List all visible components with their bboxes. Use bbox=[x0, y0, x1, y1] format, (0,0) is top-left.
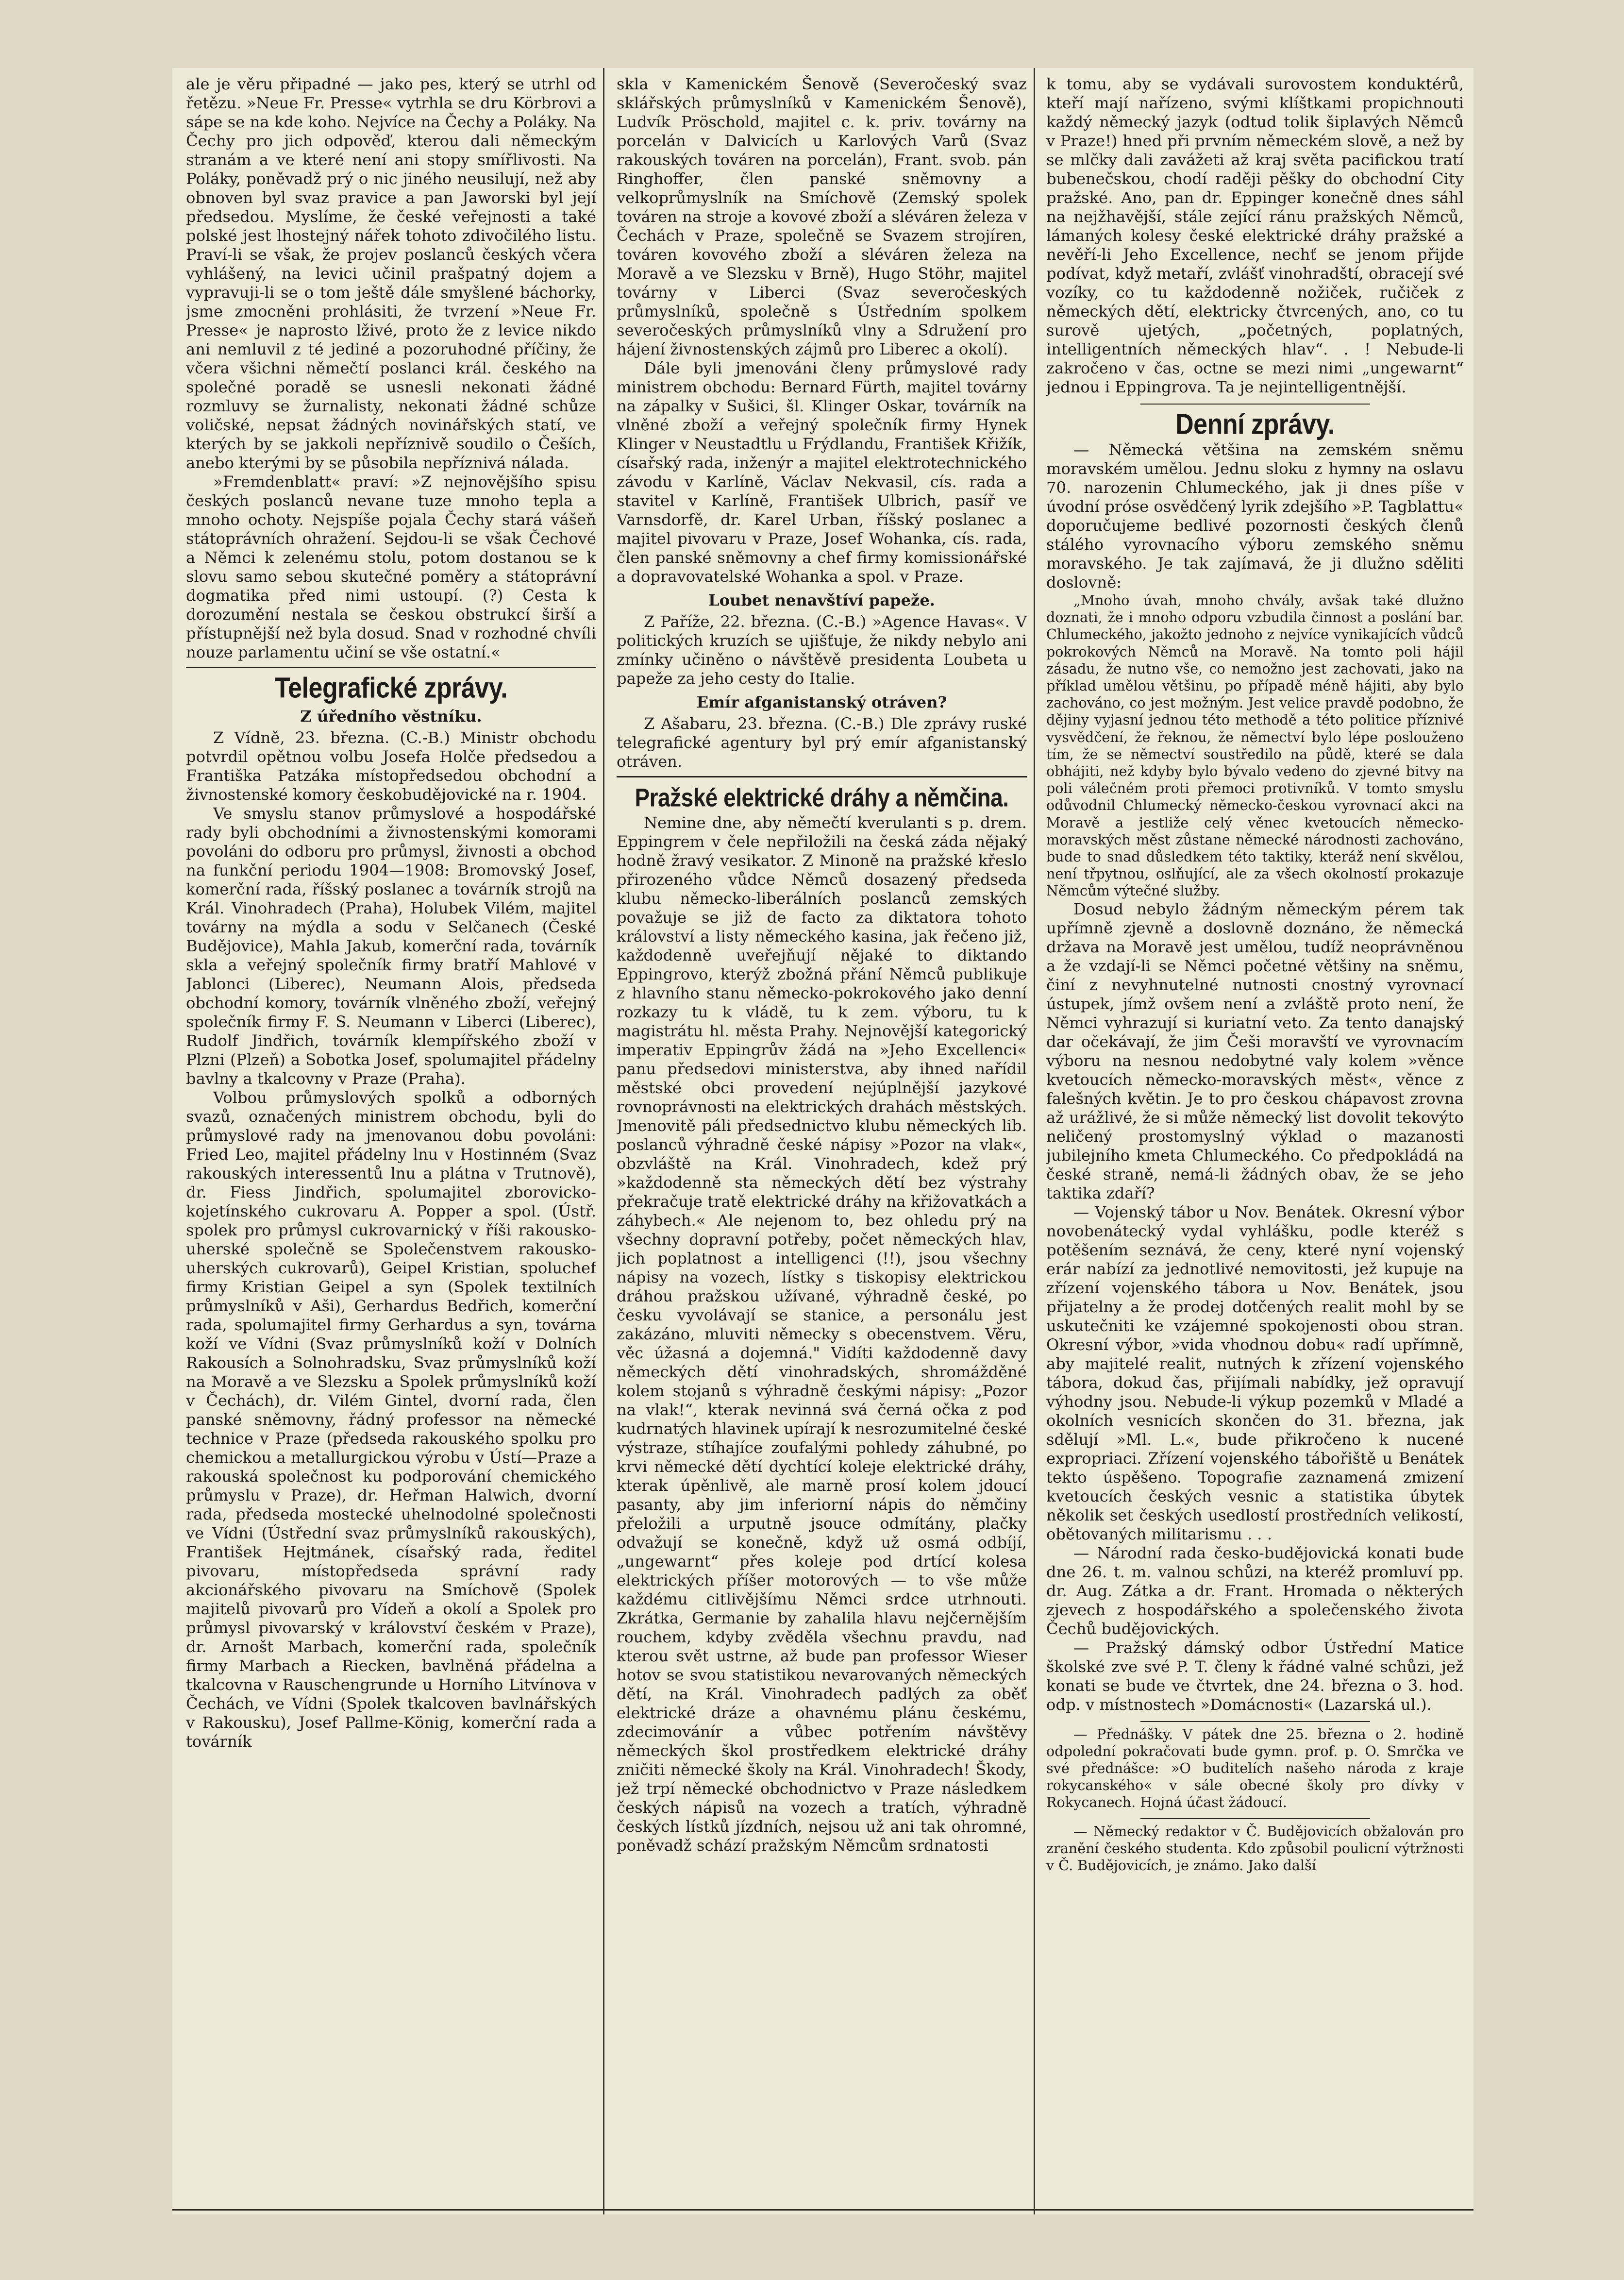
column-3 bbox=[1046, 75, 1464, 2205]
daily-news-heading: Denní zprávy. bbox=[1175, 408, 1335, 441]
industrial-council-report: Ve smyslu stanov průmyslové a hospodářské rady byli obchodními a živnostenskými komorami povoláni do odboru pro průmysl, živnosti a obchod na funkční periodu 1904—1908: Bromovský Josef, komerční rada, říšský poslanec a továrník strojů na Král. Vinohradech (Praha), Holubek Vilém, majitel továrny na mýdla a sodu v Selčanech (České Budějovice), Mahla Jakub, komerční rada, továrník skla a veřejný společník firmy bratří Mahlové v Jablonci (Liberec), Neumann Alois, předseda obchodní komory, továrník vlněného zboží, veřejný společník firmy F. S. Neumann v Liberci (Liberec), Rudolf Jindřich, továrník klempířského zboží v Plzni (Plzeň) a Sobotka Josef, spolumajitel přádelny bavlny a tkalcovny v Praze (Praha). bbox=[186, 804, 596, 1088]
military-camp-report: — Vojenský tábor u Nov. Benátek. Okresní výbor novobenátecký vydal vyhlášku, podle kteréž s potěšením seznává, že ceny, které nyní vojenský erár nabízí za jednotlivé nemovitosti, jež kupuje na zřízení vojenského tábora u Nov. Benátek, jsou přijatelny a že prodej dotčených realit mohl by se uskutečniti ke vzájemné spokojenosti obou stran. Okresní výbor, »vida vhodnou dobu« radí upřímně, aby majitelé realit, nutných k zřízení vojenského tábora, dokud čas, přijímali nabídky, jež opravují výhodny jsou. Nebude-li výkup pozemků v Mladé a okolních vesnicích skončen do 31. března, jak sdělují »Ml. L.«, bude přikročeno k nucené expropriaci. Zřízení vojenského tábořiště u Benátek tekto úspěšeno. Topografie zaznamená zmizení kvetoucích českých vesnic a statistika úbytek několik set českých usedlostí prostředních velikostí, obětovaných militarismu . . . bbox=[1046, 1202, 1464, 1543]
fremdenblatt-quote: »Fremdenblatt« praví: »Z nejnovějšího spisu českých poslanců nevane tuze mnoho tepla a mnoho ochoty. Nejspíše pojala Čechy stará vášeň státoprávních ohražení. Sejdou-li se však Čechové a Němci k zelenému stolu, potom dostanou se k slovu samo sebou skutečné poměry a státoprávní dogmatika před nimi ustoupí. (?) Cesta k dorozumění nestala se českou obstrukcí širší a přístupnější než byla dosud. Snad v rozhodné chvíli nouze parlamentu učiní se vše ostatní.« bbox=[186, 473, 596, 661]
tram-article-heading: Pražské elektrické dráhy a němčina. bbox=[635, 783, 1009, 812]
loubet-report: Z Paříže, 22. března. (C.-B.) »Agence Havas«. V politických kruzích se ujišťuje, že nikdy nebylo ani zmínky učiněno o návštěvě presidenta Loubeta u papeže za jeho cesty do Italie. bbox=[617, 612, 1027, 688]
column-2 bbox=[617, 75, 1027, 2205]
section-rule bbox=[1140, 404, 1370, 405]
vienna-report: Z Vídně, 23. března. (C.-B.) Ministr obchodu potvrdil opětnou volbu Josefa Holče předsedou a Františka Patzáka místopředsedou obchodní a živnostenské komory českobudějovické na r. 1904. bbox=[186, 728, 596, 804]
budejovice-council-report: — Národní rada česko-budějovická konati bude dne 26. t. m. valnou schůzi, na kteréž promluví pp. dr. Aug. Zátka a dr. Frant. Hromada o některých zjevech z hospodářského a společenského života Čechů budějovických. bbox=[1046, 1543, 1464, 1638]
newspaper-page bbox=[172, 68, 1473, 2214]
loubet-heading: Loubet nenavštíví papeže. bbox=[708, 591, 936, 609]
column-1 bbox=[186, 75, 596, 2205]
associations-report: Volbou průmyslových spolků a odborných svazů, označených ministrem obchodu, byli do průmyslové rady na jmenovanou dobu povoláni: Fried Leo, majitel přádelny lnu v Hostinném (Svaz rakouských interessentů lnu a plátna v Trutnově), dr. Fiess Jindřich, spolumajitel zborovicko-kojetínského cukrovaru A. Popper a spol. (Ústř. spolek pro průmysl cukrovarnický v říši rakousko-uherské společně se Společenstvem rakousko-uherských cukrovarů), Geipel Kristian, spoluchef firmy Kristian Geipel a syn (Spolek textilních průmyslníků v Aši), Gerhardus Bedřich, komerční rada, spolumajitel firmy Gerhardus a syn, továrna koží ve Vídni (Svaz průmyslníků koží v Dolních Rakousích a Solnohradsku, Svaz průmyslníků koží na Moravě a ve Slezsku a Spolek průmyslníků koží v Čechách), dr. Vilém Gintel, dvorní rada, člen panské sněmovny, řádný professor na německé technice v Praze (předseda rakouského spolku pro chemickou a metallurgickou výrobu v Ústí—Praze a rakouská společnost ku podporování chemického průmyslu v Praze), dr. Heřman Halwich, dvorní rada, předseda mostecké uhelnodolné společnosti ve Vídni (Ústřední svaz průmyslníků rakouských), František Hejtmánek, císařský rada, ředitel pivovaru, místopředseda správní rady akcionářského pivovaru na Smíchově (Spolek majitelů pivovarů pro Vídeň a okolí a Spolek pro průmysl pivovarský v království českém v Praze), dr. Arnošt Marbach, komerční rada, společník firmy Marbach a Riecken, bavlněná přádelna a tkalcovna v Rauschengrunde u Horního Litvínova v Čechách, ve Vídni (Spolek tkalcoven bavlnářských v Rakousku), Josef Pallme-König, komerční rada a továrník bbox=[186, 1088, 596, 1751]
official-gazette-heading: Z úředního věstníku. bbox=[300, 707, 482, 726]
moravia-commentary: Dosud nebylo žádným německým pérem tak upřímně zjevně a doslovně doznáno, že německá država na Moravě jest umělou, tudíž neoprávněnou a že vzdají-li se Němci početné většiny na sněmu, činí z nevyhnutelné nutnosti cnostný vyrovnací ústupek, jímž ovšem není a zvláště proto není, že Němci vyhrazují si kuriatní veto. Za tento danajský dar očekávají, že jim Češi moravští ve vyrovnacím výboru na nesnou nedobytné valy kolem »věnce kvetoucích německo-moravských měst«, věnce z falešných květin. Je to pro českou chápavost zrovna až urážlivé, že si může německý list dovolit tekovýto neličený prostomyslný výklad o mazanosti jubilejního kmeta Chlumeckého. Co předpokládá na české straně, nemá-li žádných obav, že se jeho taktika zdaří? bbox=[1046, 899, 1464, 1202]
lectures-notice: — Přednášky. V pátek dne 25. března o 2. hodině odpolední pokračovati bude gymn. prof. p. O. Smrčka ve své přednášce: »O buditelích našeho národa z kraje rokycanského« v sále obecné školy pro dívky v Rokycanech. Hojná účast žádoucí. bbox=[1046, 1725, 1464, 1811]
associations-continued: skla v Kamenickém Šenově (Severočeský svaz sklářských průmyslníků v Kamenickém Šenově), Ludvík Pröschold, majitel c. k. priv. továrny na porcelán v Dalvicích u Karlových Varů (Svaz rakouských továren na porcelán), Frant. svob. pán Ringhoffer, člen panské sněmovny a velkoprůmyslník na Smíchově (Zemský spolek továren na stroje a kovové zboží a sléváren železa v Čechách v Praze, společně se Svazem strojíren, továren kovového zboží a sléváren železa na Moravě a ve Slezsku v Brně), Hugo Stöhr, majitel továrny v Liberci (Svaz severočeských průmyslníků, společně s Ústředním spolkem severočeských průmyslníků vlny a Sdružení pro hájení živnostenských zájmů pro Liberec a okolí). bbox=[617, 75, 1027, 358]
ministry-appointments: Dále byli jmenováni členy průmyslové rady ministrem obchodu: Bernard Fürth, majitel továrny na zápalky v Sušici, šl. Klinger Oskar, továrník na vlněné zboží a veřejný společník firmy Hynek Klinger v Neustadtlu u Frýdlandu, František Křižík, císařský rada, inženýr a majitel elektrotechnického závodu v Karlíně, Václav Nekvasil, cís. rada a stavitel v Karlíně, František Ulbrich, pasíř ve Varnsdorfě, dr. Karel Urban, říšský poslanec a majitel pivovaru v Praze, Josef Wohanka, cís. rada, člen panské sněmovny a chef firmy komissionářské a dopravovatelské Wohanka a spol. v Praze. bbox=[617, 359, 1027, 586]
moravia-majority-report: — Německá většina na zemském sněmu moravském umělou. Jednu sloku z hymny na oslavu 70. narozenin Chlumeckého, jak ji dnes píše v úvodní próse osvědčený lyrik zdejšího »P. Tagblattu« doporučujeme bedlivé pozornosti českých členů stálého vyrovnacího výboru zemského sněmu moravského. Je tak zajímavá, že ji dlužno sděliti doslovně: bbox=[1046, 440, 1464, 591]
emir-heading: Emír afganistanský otráven? bbox=[696, 693, 947, 711]
emir-report: Z Ašabaru, 23. března. (C.-B.) Dle zprávy ruské telegrafické agentury byl prý emír afganistanský otráven. bbox=[617, 714, 1027, 771]
telegraph-heading: Telegrafické zprávy. bbox=[274, 672, 508, 705]
column-rule bbox=[603, 68, 604, 2214]
column-rule bbox=[1034, 68, 1035, 2214]
matice-meeting-notice: — Pražský dámský odbor Ústřední Matice školské zve své P. T. členy k řádné valné schůzi, jež konati se bude ve čtvrtek, dne 24. března o 3. hod. odp. v místnostech »Domácnosti« (Lazarská ul.). bbox=[1046, 1638, 1464, 1714]
section-rule bbox=[617, 776, 1027, 777]
tram-article-continued: k tomu, aby se vydávali surovostem konduktérů, kteří mají nařízeno, svými klíštkami propichnouti každý německý jazyk (odtud tolik šiplavých Němců v Praze!) hned při prvním německém slově, a než by se mlčky dali zavážeti až kraj světa pacifickou tratí bubenečskou, chodí raději pěšky do obchodní City pražské. Ano, pan dr. Eppinger konečně dnes sáhl na nejžhavější, stále zející ránu pražských Němců, lámaných kolesy české elektrické dráhy pražské a nevěří-li Jeho Excellence, nechť se jenom přijde podívat, když metaří, zvlášť vinohradští, obracejí své vozíky, co tu každodenně nožiček, ručiček z německých dětí, elektricky čtvrcených, ano, co tu surově ujetých, „početných, poplatných, intelligentních německých hlav“. . ! Nebude-li zakročeno v čas, octne se mezi nimi „ungewarnt“ jednou i Eppingrova. Ta je nejintelligentnější. bbox=[1046, 75, 1464, 396]
chlumecky-quote: „Mnoho úvah, mnoho chvály, avšak také dlužno doznati, že i mnoho odporu vzbudila činnost a poslání bar. Chlumeckého, jakožto jednoho z nejvíce vynikajících vůdců pokrokových Němců na Moravě. Na tomto poli hájil zásadu, že nutno vše, co nemožno jest zachovati, jako na příklad umělou většinu, po případě méně hájiti, aby bylo zachováno, co jest možným. Jest velice pravdě podobno, že dějiny vyjasní jednou této methodě a této politice příznivé vysvědčení, že řeknou, že němectví bylo lépe poslouženo tím, že se němectví soustředilo na půdě, které se dala obhájiti, než kdyby bylo bývalo vedeno do zjevné bitvy na poli válečném proti přemoci protivníků. V tomto smyslu odůvodnil Chlumecký německo-českou vyrovnací akci na Moravě a jestliže celý věnec kvetoucích německo-moravských měst zůstane německé národnosti zachováno, bude to snad důsledkem této taktiky, kteráž není skvělou, není třpytnou, oslňující, ale za všech okolností prokazuje Němcům výtečné služby. bbox=[1046, 592, 1464, 899]
press-commentary: ale je věru připadné — jako pes, který se utrhl od řetězu. »Neue Fr. Presse« vytrhla se dru Körbrovi a sápe se na kde koho. Nejvíce na Čechy a Poláky. Na Čechy pro jich odpověď, kterou dali německým stranám a ve které není ani stopy smířlivosti. Na Poláky, poněvadž prý o nic jiného neusilují, než aby obnoven byl svaz pravice a pan Jaworski byl její předsedou. Myslíme, že české veřejnosti a také polské jest lhostejný nářek tohoto zdivočilého listu. Praví-li se však, že projev poslanců českých včera vyhlášený, na levici učinil prašpatný dojem a vypravuji-li se o tom ještě dále smyšlené báchorky, jsme zmocněni prohlásiti, že tvrzení »Neue Fr. Presse« je naprosto lživé, proto že z levice nikdo ani nemluvil z té jediné a pozoruhodné příčiny, že včera všichni němečtí poslanci král. českého na společné poradě se usnesli nekonati žádné rozmluvy se žurnalisty, nekonati žádné schůze voličské, nepsat žádných novinářských statí, ve kterých by se jakkoli nepříznivě soudilo o Češích, anebo kterými by se působila nepříznivá nálada. bbox=[186, 75, 596, 472]
section-rule bbox=[1140, 1721, 1370, 1722]
editor-report: — Německý redaktor v Č. Budějovicích obžalován pro zranění českého studenta. Kdo způsobil poulicní výtržnosti v Č. Budějovicích, je známo. Jako další bbox=[1046, 1823, 1464, 1874]
tram-article-body: Nemine dne, aby němečtí kverulanti s p. drem. Eppingrem v čele nepřiložili na česká záda nějaký hodně žravý vesikator. Z Minoně na pražské křeslo přirozeného vůdce Němců dosazený předseda klubu německo-liberálních poslanců zemských považuje se již de facto za diktatora tohoto království a listy německého kasina, jak řečeno již, každodenně uveřejňují nějaké to diktando Eppingrovo, kterýž zbožná přání Němců publikuje z hlavního stanu německo-pokrokového jako denní rozkazy tu k vládě, tu k zem. výboru, tu k magistrátu hl. města Prahy. Nejnovější kategorický imperativ Eppingrův žádá na »Jeho Excellenci« panu předsedovi ministerstva, aby ihned nařídil městské obci provedení nejúplnější jazykové rovnoprávnosti na elektrických drahách městských. Jmenovitě páli předsednictvo klubu německých lib. poslanců výhradně české nápisy »Pozor na vlak«, obzvláště na Král. Vinohradech, kdež prý »každodenně sta německých dětí bez výstrahy překračuje tratě elektrické dráhy na křižovatkách a záhybech.« Ale nejenom to, bez ohledu prý na všechny dopravní potřeby, počet německých hlav, jich poplatnost a intelligenci (!!), jsou všechny nápisy na vozech, lístky s tiskopisy elektrickou dráhou pražskou užívané, výhradně české, po česku vyvolávají se stanice, a personálu jest zakázáno, mluviti německy s obecenstvem. Věru, věc úžasná a dojemná." Vidíti každodenně davy německých dětí vinohradských, shromážděné kolem stojanů s výhradně českými nápisy: „Pozor na vlak!“, kterak nevinná svá černá očka z pod kudrnatých hlavinek upírají k nesrozumitelné české výstraze, stíhajíce zoufalými pohledy záhubné, po krvi německé dětí dychtící koleje elektrické dráhy, kterak úpěnlivě, ale marně prosí kolem jdoucí pasanty, aby jim inferiorní nápis do němčiny přeložili a urputně jsouce odmítány, plačky odvažují se konečně, když už osmá odbíjí, „ungewarnt“ přes koleje pod drtící kolesa elektrických příšer motorových — to vše může každému citlivějšímu Němci srdce utrhnouti. Zkrátka, Germanie by zahalila hlavu nejčernějším rouchem, kdyby zvěděla všechnu pravdu, nad kterou svět ustrne, až bude pan professor Wieser hotov se svou statistikou nevarovaných německých dětí, na Král. Vinohradech padlých za oběť elektrické dráze a ohavnému plánu českému, zdecimovánír a vůbec potřením návštěvy německých škol prostředkem elektrické dráhy zničiti německé školy na Král. Vinohradech! Škody, jež trpí německé obchodnictvo v Praze následkem českých nápisů na vozech a tratích, výhradně českých lístků jízdních, nejsou už ani tak ohromné, poněvadž schází pražským Němcům srdnatosti bbox=[617, 813, 1027, 1855]
bottom-rule bbox=[172, 2209, 1473, 2211]
section-rule bbox=[1140, 1818, 1370, 1819]
section-rule bbox=[186, 667, 596, 668]
